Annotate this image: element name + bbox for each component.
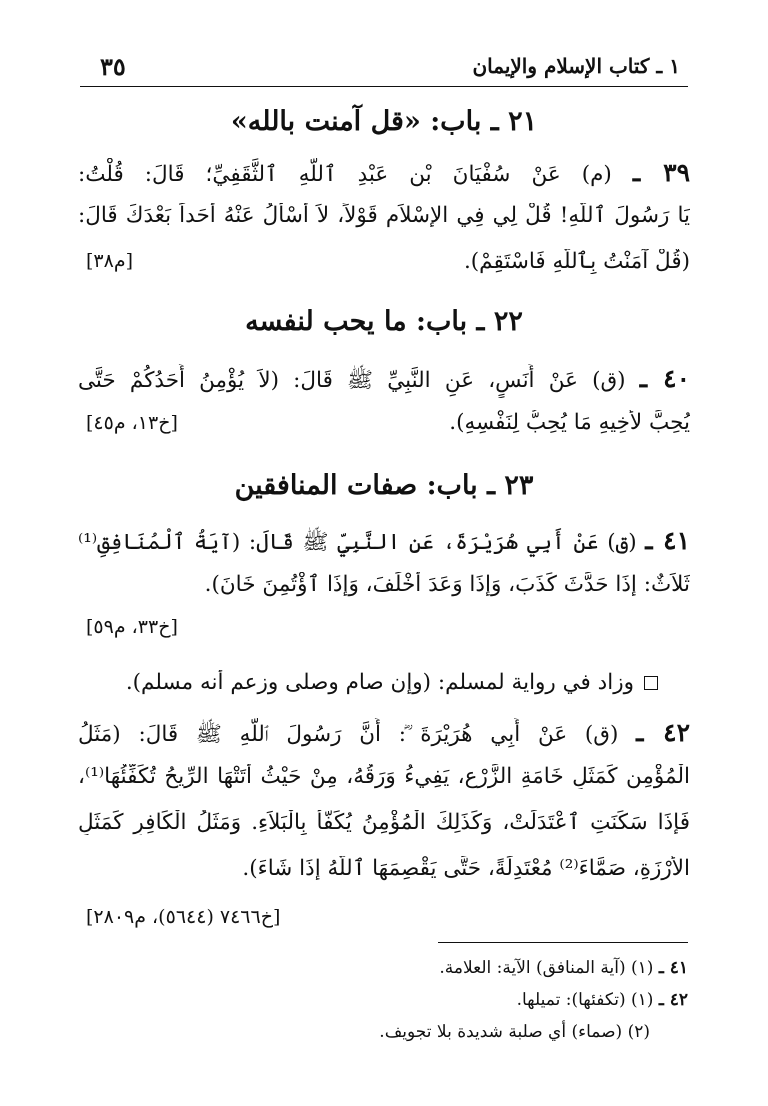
hadith-line: الأَرْزَةِ، صَمَّاءَ⁽²⁾ مُعْتَدِلَةً، حَتَّى يَقْصِمَهَا ٱللَّهُ إِذَا شَاءَ).	[242, 856, 690, 881]
chapter-title: ٢٣ ـ باب: صفات المنافقين	[234, 470, 534, 501]
square-bullet-icon	[644, 676, 658, 690]
hadith-line	[78, 364, 690, 398]
footnote-divider	[438, 942, 688, 943]
hadith-text: (ق) عَنْ أَنَسٍ، عَنِ النَّبِيِّ ﷺ قَالَ: (لاَ يُؤْمِنُ أَحَدُكُمْ حَتَّى	[78, 368, 626, 393]
footnote-text: (٢) (صماء) أي صلبة شديدة بلا تجويف.	[379, 1022, 650, 1042]
hadith-line	[78, 718, 690, 752]
footnote	[439, 958, 688, 978]
hadith-reference: [خ٣٣، م٥٩]	[86, 616, 178, 638]
footnote-text: (١) (آية المنافق) الآية: العلامة.	[439, 958, 654, 978]
additional-narration	[78, 670, 658, 695]
hadith-number: ٤٢ ـ	[636, 718, 690, 747]
hadith-reference: [م٣٨]	[86, 250, 134, 272]
hadith-text: (ق) عَنْ أَبِي هُرَيْرَةَ ؓ: أَنَّ رَسُولَ ٱللَّهِ ﷺ قَالَ: (مَثَلُ	[78, 722, 619, 747]
hadith-line: يُحِبَّ لأَخِيهِ مَا يُحِبُّ لِنَفْسِهِ).	[449, 410, 690, 435]
chapter-title: ٢٢ ـ باب: ما يحب لنفسه	[245, 306, 523, 337]
hadith-line: الْمُؤْمِنِ كَمَثَلِ خَامَةِ الزَّرْعِ، يَفِيءُ وَرَقُهُ، مِنْ حَيْثُ أَتَتْهَا الرِّيحُ تُكَفِّئُهَا⁽¹⁾،	[78, 764, 690, 789]
page-header	[80, 46, 688, 87]
hadith-line: (قُلْ آمَنْتُ بِٱللَّهِ فَاسْتَقِمْ).	[463, 249, 690, 274]
footnote	[379, 1022, 650, 1042]
hadith-number: ٤١ ـ	[645, 526, 690, 555]
hadith-text: (م) عَنْ سُفْيَانَ بْنِ عَبْدِ ٱللَّهِ ٱلثَّقَفِيِّ؛ قَالَ: قُلْتُ:	[78, 162, 612, 187]
footnote-hadith-number: ٤١ ـ	[658, 958, 688, 978]
hadith-line	[78, 526, 690, 560]
footnote	[517, 990, 688, 1010]
hadith-line: يَا رَسُولَ ٱللَّهِ! قُلْ لِي فِي الإِسْلاَمِ قَوْلاً، لاَ أَسْأَلُ عَنْهُ أَحَداً بَعْدَكَ قَالَ:	[78, 203, 690, 228]
hadith-number: ٤٠ ـ	[639, 364, 690, 393]
hadith-line	[78, 158, 690, 187]
footnote-text: (١) (تكفئها): تميلها.	[516, 990, 654, 1010]
page-number: ٣٥	[100, 52, 126, 81]
footnote-hadith-number: ٤٢ ـ	[658, 990, 688, 1010]
hadith-number: ٣٩ ـ	[632, 158, 690, 187]
hadith-reference: [خ٧٤٦٦ (٥٦٤٤)، م٢٨٠٩]	[86, 906, 281, 928]
hadith-line: ثَلاَثٌ: إِذَا حَدَّثَ كَذَبَ، وَإِذَا وَعَدَ أَخْلَفَ، وَإِذَا ٱؤْتُمِنَ خَانَ).	[204, 572, 690, 597]
chapter-title: ٢١ ـ باب: «قل آمنت بالله»	[230, 106, 538, 137]
addition-text: وزاد في رواية لمسلم: (وإن صام وصلى وزعم أنه مسلم).	[125, 670, 634, 695]
hadith-reference: [خ١٣، م٤٥]	[86, 412, 178, 434]
hadith-text: (ق) عَنْ أَبِي هُرَيْرَةَ، عَنِ النَّبِيِّ ﷺ قَالَ: (آيَةُ ٱلْمُنَافِقِ⁽¹⁾	[78, 530, 637, 555]
hadith-line: فَإِذَا سَكَنَتِ ٱعْتَدَلَتْ، وَكَذَلِكَ الْمُؤْمِنُ يُكَفَّأُ بِالْبَلاَءِ. وَمَثَلُ الْكَافِرِ كَمَثَلِ	[78, 810, 690, 835]
running-head: ١ ـ كتاب الإسلام والإيمان	[472, 54, 680, 78]
